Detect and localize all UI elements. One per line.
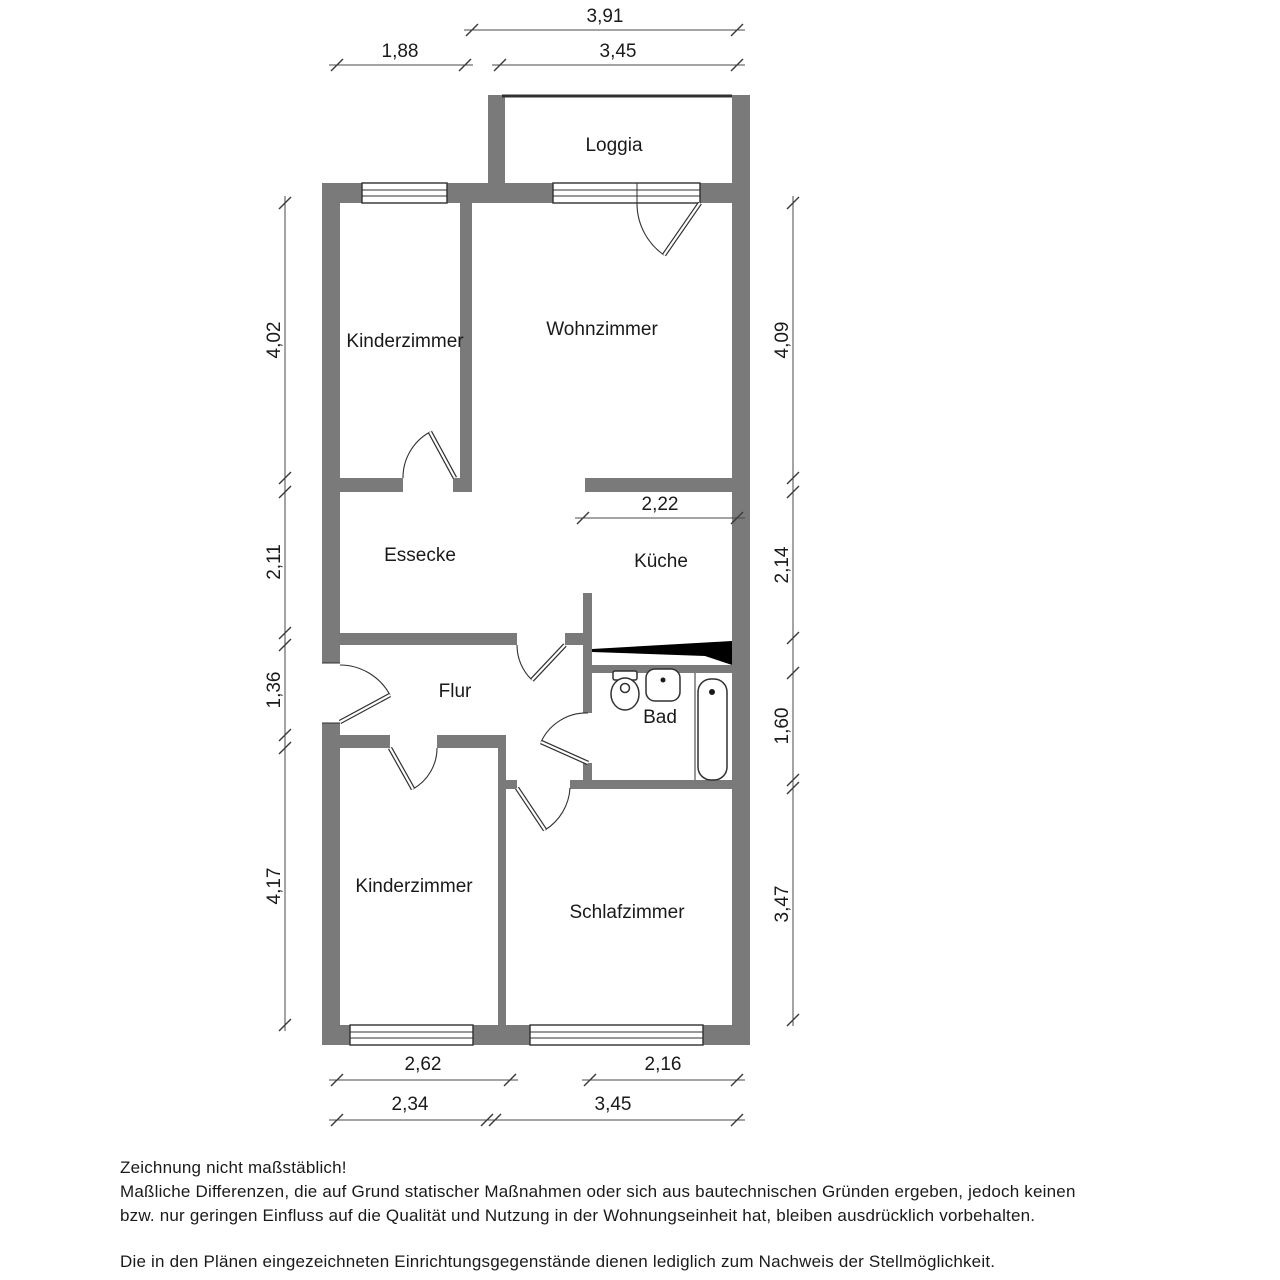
dim-top-total: 3,91: [586, 6, 624, 27]
sink: [646, 669, 680, 701]
wall-schlafzimmer-top-a: [498, 780, 517, 789]
room-label-wohnzimmer: Wohnzimmer: [546, 319, 658, 340]
wall-flur-bottom-b: [437, 735, 498, 748]
window-schlafzimmer: [530, 1025, 703, 1045]
door-schlafzimmer: [517, 788, 570, 830]
wall-bottom-2: [473, 1025, 530, 1045]
dim-right-2: 2,14: [772, 546, 793, 584]
wall-bottom-3: [703, 1025, 750, 1045]
room-label-schlafzimmer: Schlafzimmer: [569, 902, 685, 923]
wall-loggia-left: [488, 95, 505, 183]
room-label-flur: Flur: [438, 681, 472, 702]
window-kinderzimmer-bottom: [350, 1025, 473, 1045]
wall-top-3: [505, 183, 553, 203]
wall-top-4: [700, 183, 732, 203]
dim-left-4: 4,17: [264, 867, 285, 905]
dim-bottom-1: 2,62: [404, 1054, 442, 1075]
dim-bottom-4: 3,45: [594, 1094, 632, 1115]
footer-disclaimer: [120, 1158, 1076, 1271]
wall-top-2: [447, 183, 505, 203]
footer-line-3: bzw. nur geringen Einfluss auf die Qualität und Nutzung in der Wohnungseinheit hat, bleiben ausdrücklich vorbehalten.: [120, 1206, 1036, 1225]
room-label-kinderzimmer-top: Kinderzimmer: [346, 331, 464, 352]
dim-top-right: 3,45: [599, 41, 637, 62]
wall-flur-top-b: [565, 633, 592, 645]
wall-kueche-top: [585, 478, 732, 492]
wall-flur-bottom-a: [340, 735, 390, 748]
wall-kinderzimmer-schlafzimmer: [498, 735, 506, 1025]
toilet: [611, 671, 639, 710]
wall-bottom-1: [322, 1025, 350, 1045]
dim-kitchen-width: 2,22: [641, 494, 679, 515]
wall-kueche-stub: [583, 593, 592, 640]
footer-line-4: Die in den Plänen eingezeichneten Einrichtungsgegenstände dienen lediglich zum Nachweis der Stellmöglichkeit.: [120, 1252, 996, 1271]
dim-left-2: 2,11: [264, 544, 285, 580]
dimension-labels: [264, 6, 793, 1115]
wall-kinderzimmer-essecke-a: [340, 478, 403, 492]
door-kinderzimmer-bottom: [390, 748, 437, 789]
room-label-essecke: Essecke: [384, 545, 456, 566]
dim-left-1: 4,02: [264, 321, 285, 359]
vent-shaft-wedge: [592, 641, 732, 665]
window-wohnzimmer-loggia: [553, 183, 700, 203]
footer-line-1: Zeichnung nicht maßstäblich!: [120, 1158, 347, 1177]
room-label-loggia: Loggia: [585, 135, 643, 156]
dim-bottom-2: 2,16: [644, 1054, 682, 1075]
wall-schlafzimmer-top-b: [570, 780, 732, 789]
dim-right-3: 1,60: [772, 707, 793, 745]
door-essecke-flur: [517, 645, 565, 680]
room-label-bad: Bad: [643, 707, 677, 728]
window-kinderzimmer-top: [362, 183, 447, 203]
wall-top-1: [322, 183, 362, 203]
wall-left-upper: [322, 183, 340, 663]
dim-right-1: 4,09: [772, 321, 793, 359]
entry-door: [322, 663, 390, 723]
dim-right-4: 3,47: [772, 885, 793, 923]
wall-right: [732, 95, 750, 1045]
bathtub: [695, 673, 727, 780]
wall-flur-top-a: [340, 633, 517, 645]
dim-top-left: 1,88: [381, 41, 419, 62]
wall-left-lower: [322, 723, 340, 1045]
door-bad: [541, 713, 588, 763]
wall-bad-left-a: [583, 645, 592, 713]
footer-line-2: Maßliche Differenzen, die auf Grund statischer Maßnahmen oder sich aus bautechnischen Gründen ergeben, jedoch keinen: [120, 1182, 1076, 1201]
door-loggia-wohnzimmer: [637, 203, 700, 255]
dim-left-3: 1,36: [264, 671, 285, 709]
door-kinderzimmer-top: [403, 432, 455, 478]
dim-bottom-3: 2,34: [391, 1094, 429, 1115]
wall-kinderzimmer-essecke-b: [453, 478, 472, 492]
room-label-kueche: Küche: [634, 551, 688, 572]
room-labels: [346, 135, 688, 923]
room-label-kinderzimmer-bottom: Kinderzimmer: [355, 876, 473, 897]
